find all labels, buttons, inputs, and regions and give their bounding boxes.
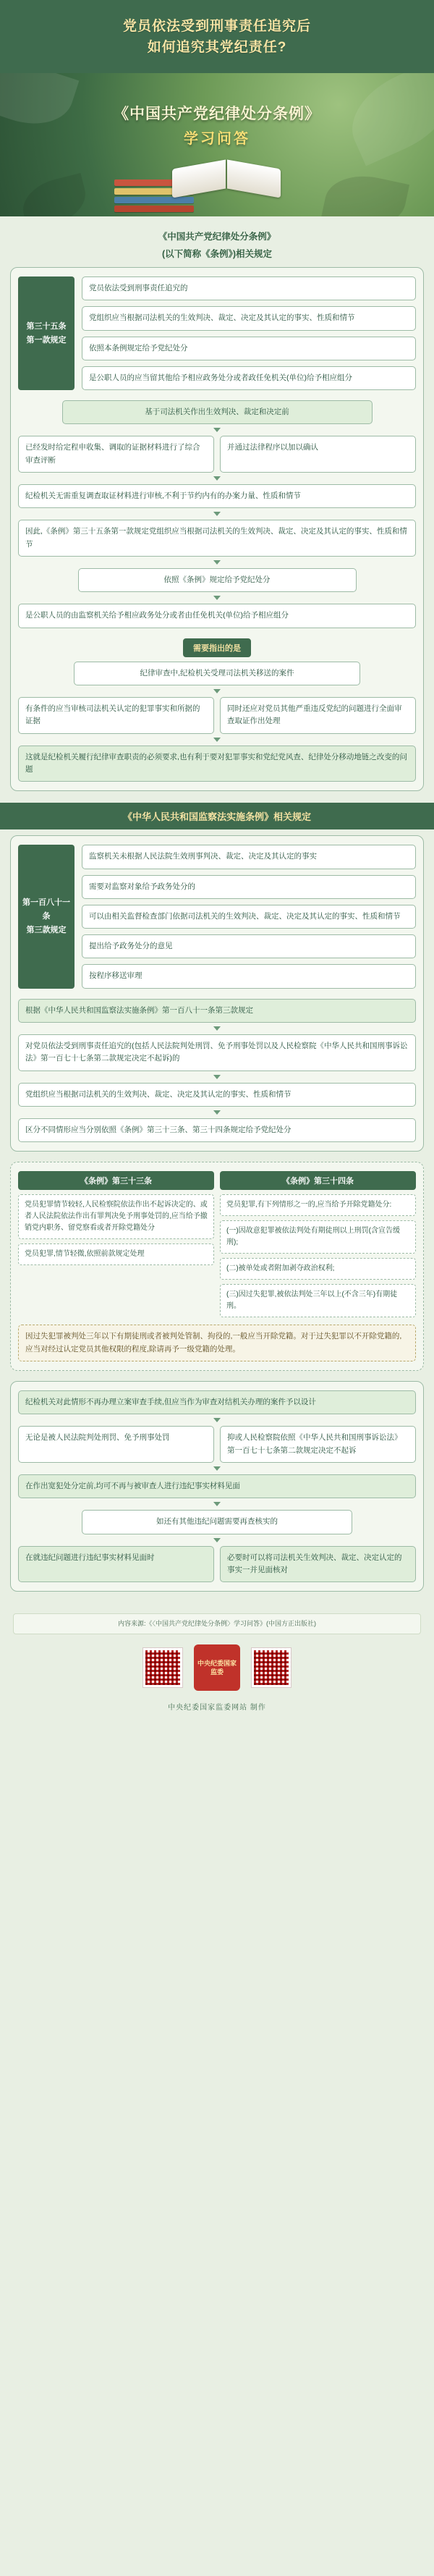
article35-items (82, 276, 416, 390)
tail-flow (18, 1390, 416, 1582)
list-item: 党员依法受到刑事责任追究的 (82, 276, 416, 300)
list-item: 依照《条例》规定给予党纪处分 (78, 568, 357, 592)
flow-arrow-icon (213, 560, 221, 565)
flow-branch (18, 1546, 416, 1583)
flow-arrow-icon (213, 1075, 221, 1079)
list-item: 纪律审查中,纪检机关受理司法机关移送的案件 (74, 662, 360, 685)
hero-book-title: 《中国共产党纪律处分条例》 (114, 104, 320, 122)
list-item: 基于司法机关作出生效判决、裁定和决定前 (62, 400, 373, 424)
credits-text: 内容来源:《〈中国共产党纪律处分条例〉学习问答》(中国方正出版社) (13, 1613, 421, 1634)
list-item: (一)因故意犯罪被依法判处有期徒刑以上刑罚(含宣告缓刑); (220, 1220, 416, 1254)
flow-arrow-icon (213, 1538, 221, 1542)
list-item: 纪检机关对此情形不再办理立案审查手续,但应当作为审查对结机关办理的案件予以设计 (18, 1390, 416, 1414)
list-item: 党员犯罪,有下列情形之一的,应当给予开除党籍处分: (220, 1194, 416, 1216)
page-header (0, 0, 434, 73)
header-title-line1: 党员依法受到刑事责任追究后 (122, 19, 311, 34)
article181-row (18, 845, 416, 989)
hero-banner (0, 73, 434, 216)
flow-arrow-icon (213, 428, 221, 432)
list-item: 已经发时给定程申收集、调取的证据材料进行了综合审查评断 (18, 436, 214, 473)
flow-arrow-icon (213, 596, 221, 600)
list-item: 因此,《条例》第三十五条第一款规定党组织应当根据司法机关的生效判决、裁定、决定及其认定的事实、性质和情节 (18, 520, 416, 557)
list-item: 党组织应当根据司法机关的生效判决、裁定、决定及其认定的事实、性质和情节 (18, 1083, 416, 1107)
books-illustration (109, 150, 326, 212)
article33-heading: 《条例》第三十三条 (18, 1171, 214, 1190)
leaf-decoration-icon (321, 168, 409, 216)
flow-arrow-icon (213, 1466, 221, 1471)
list-item: 在就违纪问题进行违纪事实材料见面时 (18, 1546, 214, 1583)
list-item: (三)因过失犯罪,被依法判处三年以上(不含三年)有期徒刑。 (220, 1284, 416, 1317)
flow-arrow-icon (213, 1026, 221, 1031)
footer-signature: 中央纪委国家监委网站 制作 (168, 1704, 266, 1713)
list-item: 监察机关未根据人民法院生效刑事判决、裁定、决定及其认定的事实 (82, 845, 416, 869)
list-item: 党员犯罪,情节轻微,依照前款规定处理 (18, 1243, 214, 1265)
list-item: 是公职人员的由监察机关给予相应政务处分或者由任免机关(单位)给予相应组分 (18, 604, 416, 628)
list-item: 并通过法律程序以加以确认 (220, 436, 416, 473)
article35-frame (10, 267, 424, 791)
list-item: 有条件的应当审核司法机关认定的犯罪事实和所据的证据 (18, 697, 214, 734)
list-item: 是公职人员的应当留其他给予相应政务处分或者政任免机关(单位)给予相应组分 (82, 366, 416, 390)
list-item: 抑或人民检察院依照《中华人民共和国刑事诉讼法》第一百七十七条第二款规定决定不起诉 (220, 1426, 416, 1463)
flow-arrow-icon (213, 689, 221, 693)
status-badge: 需要指出的是 (183, 638, 251, 657)
list-item: 根据《中华人民共和国监察法实施条例》第一百八十一条第三款规定 (18, 999, 416, 1023)
article34-note: 因过失犯罪被判处三年以下有期徒刑或者被判处管制、拘役的,一般应当开除党籍。对于过失犯罪以不开除党籍的,应当对经过认定党员其他权限的程度,除请再予一级党籍的处理。 (18, 1325, 416, 1361)
list-item: 需要对监察对象给予政务处分的 (82, 875, 416, 899)
section1-title-line2: (以下简称《条例》)相关规定 (161, 248, 273, 259)
flow-branch (18, 436, 416, 473)
list-item: 可以由相关监督检查部门依据司法机关的生效判决、裁定、决定及其认定的事实、性质和情节 (82, 905, 416, 929)
flow-arrow-icon (213, 1502, 221, 1506)
hero-subtitle: 学习问答 (184, 130, 250, 147)
article35-tag-line1: 第三十五条 (26, 321, 67, 331)
article181-tag (18, 845, 75, 989)
org-logo: 中央纪委国家监委 (194, 1644, 240, 1691)
header-title-line2: 如何追究其党纪责任? (147, 40, 287, 56)
open-book-icon (172, 161, 281, 193)
article181-items (82, 845, 416, 989)
page-footer (0, 1602, 434, 1728)
articles-comparison-frame (10, 1162, 424, 1371)
leaf-decoration-icon (17, 173, 91, 216)
article181-tag-line1: 第一百八十一条 (22, 898, 70, 921)
list-item: 如还有其他违纪问题需要再查核实的 (82, 1510, 352, 1534)
list-item: 提出给予政务处分的意见 (82, 934, 416, 958)
list-item: 同时还应对党员其他严重违反党纪的问题进行全面审查取证作出处理 (220, 697, 416, 734)
list-item: 这就是纪检机关履行纪律审查职责的必须要求,也有利于要对犯罪事实和党纪党风查、纪律处分移动地链之改变的问题 (18, 746, 416, 782)
list-item: 无论是被人民法院判处刑罚、免予刑事处罚 (18, 1426, 214, 1463)
list-item: 按程序移送审理 (82, 964, 416, 988)
section1-title-line1: 《中国共产党纪律处分条例》 (158, 231, 276, 242)
list-item: 党员犯罪情节较轻,人民检察院依法作出不起诉决定的、或者人民法院依法作出有罪判决免予刑事处罚的,应当给予撤销党内职务、留党察看或者开除党籍处分 (18, 1194, 214, 1239)
list-item: 对党员依法受到刑事责任追究的(包括人民法院判处刑罚、免予刑事处罚以及人民检察院《中华人民共和国刑事诉讼法》第一百七十七条第二款规定决定不起诉)的 (18, 1034, 416, 1071)
article33-column (18, 1171, 214, 1322)
articles-columns (18, 1171, 416, 1322)
list-item: 党组织应当根据司法机关的生效判决、裁定、决定及其认定的事实、性质和情节 (82, 306, 416, 330)
article35-flow (18, 400, 416, 782)
qr-code-icon[interactable] (252, 1648, 291, 1687)
flow-arrow-icon (213, 512, 221, 516)
list-item: 纪检机关无需重复调查取证材料进行审核,不利于节约内有的办案力量、性质和情节 (18, 484, 416, 508)
section-regulation (0, 229, 434, 261)
list-item: 区分不同情形应当分别依照《条例》第三十三条、第三十四条规定给予党纪处分 (18, 1118, 416, 1142)
qr-code-icon[interactable] (143, 1648, 182, 1687)
article34-heading: 《条例》第三十四条 (220, 1171, 416, 1190)
flow-arrow-icon (213, 738, 221, 742)
list-item: 在作出宽犯处分定前,均可不再与被审查人进行违纪事实材料见面 (18, 1474, 416, 1498)
tail-flow-frame (10, 1381, 424, 1592)
article34-column (220, 1171, 416, 1322)
flow-branch (18, 1426, 416, 1463)
list-item: (二)被单处或者附加剥夺政治权利; (220, 1258, 416, 1280)
qr-row (13, 1644, 421, 1691)
list-item: 必要时可以将司法机关生效判决、裁定、决定认定的事实一并见面核对 (220, 1546, 416, 1583)
article35-tag (18, 276, 75, 390)
flow-arrow-icon (213, 1418, 221, 1422)
list-item: 依照本条例规定给予党纪处分 (82, 337, 416, 360)
flow-arrow-icon (213, 476, 221, 481)
flow-branch (18, 697, 416, 734)
article181-tag-line2: 第三款规定 (26, 925, 67, 934)
article181-flow (18, 999, 416, 1143)
flow-arrow-icon (213, 1110, 221, 1115)
article181-frame (10, 835, 424, 1152)
section2-band: 《中华人民共和国监察法实施条例》相关规定 (0, 803, 434, 829)
article35-row (18, 276, 416, 390)
article35-tag-line2: 第一款规定 (26, 335, 67, 345)
